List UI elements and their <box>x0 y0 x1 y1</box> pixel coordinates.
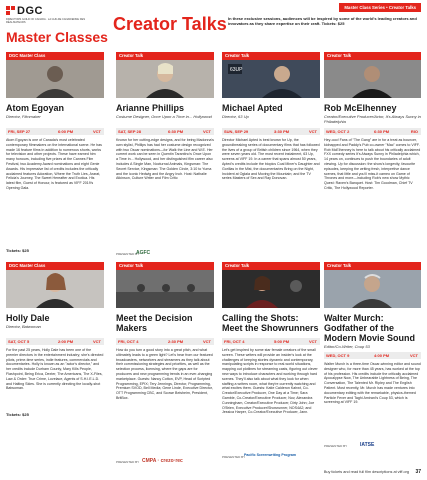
event-time: 6:30 PM <box>374 129 390 134</box>
presented-by-label: PRESENTED BY <box>116 252 140 256</box>
event-card-walter-murch <box>324 262 421 462</box>
presented-by-label: PRESENTED BY <box>116 460 140 464</box>
card-tag: DGC Master Class <box>6 52 104 60</box>
event-venue: VCT <box>410 353 418 358</box>
event-date: SAT, SEP 28 <box>118 129 141 134</box>
sponsor-logo-iatse: IATSE <box>360 442 375 448</box>
presented-by-label: PRESENTED BY <box>324 444 348 448</box>
footer-text: Buy tickets and read full film descriptions at viff.org <box>323 470 409 474</box>
portrait-photo <box>6 60 104 98</box>
svg-text:63UP: 63UP <box>230 67 243 73</box>
portrait-photo <box>324 270 421 308</box>
event-image <box>222 270 320 308</box>
ticket-price: Tickets: $25 <box>6 248 29 253</box>
sponsor-logo-pacific-screenwriting: Pacific Screenwriting Program <box>244 453 297 457</box>
portrait-photo <box>116 60 214 98</box>
presented-by-label: PRESENTED BY <box>222 455 246 459</box>
event-venue: VCT <box>309 129 317 134</box>
event-date: FRI, OCT 4 <box>224 339 245 344</box>
event-date: SUN, SEP 29 <box>224 129 249 134</box>
event-venue: VCT <box>93 339 101 344</box>
portrait-image <box>116 60 214 98</box>
page-header <box>0 0 427 46</box>
event-time: 3:30 PM <box>274 129 290 134</box>
event-venue: VCT <box>203 339 211 344</box>
page-number: 37 <box>415 469 421 475</box>
portrait-image <box>222 60 320 98</box>
person-role: Director, Filmmaker <box>6 114 41 119</box>
event-date: SAT, OCT 5 <box>8 339 30 344</box>
portrait-photo <box>6 270 104 308</box>
event-venue: VCT <box>309 339 317 344</box>
dgc-logo <box>6 5 86 28</box>
event-description: Known for her cutting-edge designs, and for being Madonna's own stylist, Phillips has had her costume design recognized with two Oscar nominations—for Walk the Line and W.E. Her current work can be seen in Quentin Tarantino's Once Upon a Time in... Hollywood, and her distinguished film career also includes A Single Man, Nocturnal Animals, Kingsman: The Secret Service, Kingsman: The Golden Circle, 3:10 to Yuma and the iconic Hedwig and the Angry Inch. Host: Nathalie Atkinson, Culture Writer and Film Critic <box>116 138 214 181</box>
person-role: Costume Designer, Once Upon a Time in... Hollywood <box>116 114 212 119</box>
person-name: Atom Egoyan <box>6 103 65 113</box>
sponsor-logo-agfc: AGFC <box>136 250 151 256</box>
logo-text: DGC <box>17 5 43 17</box>
logo-subtitle: DIRECTORS GUILD OF CANADA · LA GUILDE CANADIENNE DES RÉALISATEURS <box>6 18 86 24</box>
event-description: Atom Egoyan is one of Canada's most celebrated contemporary filmmakers on the international scene. He has made 16 feature films in addition to numerous shorts, works for television and other projects. These have earned him many honours, including five prizes at the Cannes Film Festival, two Academy Award nominations and eight Genie Awards. His impressive list of credits includes the critically acclaimed features Adoration, Where the Truth Lies, Ararat, Felicia's Journey, The Sweet Hereafter and Exotica. His latest film, Guest of Honour, is featured as VIFF 2019's Opening Gala. <box>6 138 102 190</box>
event-time: 6:00 PM <box>58 129 74 134</box>
event-meta <box>324 352 421 359</box>
event-description: Director Michael Apted is best known for Up, the groundbreaking series of documentary films that has followed the lives of a group of British children since 1964, when they were seven years old. The most recent instalment, 63 Up, screens at VIFF 19. In a career that spans almost 50 years, Apted's credits include the biopics Coal Miner's Daughter and Gorillas in the Mist, the documentaries Bring on the Night, Incident at Oglala and Moving the Mountain; and the TV series Masters of Sex and Ray Donovan. <box>222 138 320 181</box>
card-tag: Creator Talk <box>222 52 320 60</box>
card-tag: Creator Talk <box>324 52 421 60</box>
event-meta <box>6 338 104 345</box>
event-title: Meet the Decision Makers <box>116 313 193 333</box>
card-tag: Creator Talk <box>324 262 421 270</box>
event-card-michael-apted <box>222 52 320 252</box>
portrait-image <box>6 270 104 308</box>
person-name: Walter Murch: Godfather of the Modern Movie Sound <box>324 313 415 343</box>
event-card-decision-makers <box>116 262 214 462</box>
event-time: 2:00 PM <box>58 339 74 344</box>
event-time: 2:30 PM <box>168 339 184 344</box>
event-description: For the past 25 years, Holly Dale has been one of the premier directors in the entertainment industry; she's directed pilots, prime-time series, indie features, commercials and documentaries. Holly is known as an "actor's director," and her credits include Durham County, Mary Kills People, Flashpoint, Being Erica, Dexter, The Americans, The X-Files, Law & Order: True Crime, Lovelace, Agents of S.H.I.E.L.D. and Halting Skies. She is currently directing the locally-shot Batwoman. <box>6 348 104 391</box>
event-description: How do you turn a good story into a great pitch, and what ultimately leads to a green light? Let's hear from our featured broadcasters, networkers and streamers as they talk about their commissioning strategies and priorities, as well as the selection process, licensing, where the gaps are for producers and new programming trends in an ever-changing marketplace. Guests: Nancy Cotton, EVP, Head of Scripted Programming, EPIX; Tery Jennings, Director, Programming, Premium SVOD, Bell Media; Gene Linde, Executive Director, OTT Programming CBC, and Scowe Beisheim, President, BritBox. <box>116 348 213 400</box>
event-date: WED, OCT 9 <box>326 353 350 358</box>
portrait-photo <box>324 60 421 98</box>
event-date: WED, OCT 2 <box>326 129 350 134</box>
event-title: Calling the Shots: Meet the Showrunners <box>222 313 319 333</box>
person-name: Michael Apted <box>222 103 283 113</box>
portrait-image <box>324 270 421 308</box>
person-role: Director, Batwoman <box>6 324 41 329</box>
event-card-arianne-phillips <box>116 52 214 256</box>
event-description: Let's get inspired by some star female creators of the small screen. These writers will provide an insider's look at the challenges of keeping stories dynamic and contemporary, manipulating scripts in response to real-world situations, mapping out plotlines for streaming casts, figuring out clever new ways to introduce characters and working through hard scenes. They'll also talk about what they look for when staffing a writers room, what they're currently watching and what excites them. Guests: Katie Calderon Kahwt, Co-Creator/Executive Producer, One Day at a Time; Sara Gamble, Co-Creator/Executive Producer, Nov, Alexandra Cunningham, Creator/Executive Producer, Dirty John; Joe O'Brien, Executive Producer/Showrunner, NOS4A2; and Jessica Harper, Co-Creator/Executive Producer, Jann. <box>222 348 318 415</box>
event-description: Hey-ooo! Fans of "The Gang" are in for a treat as bouncer, kidnapped and Paddy's Pub co-owner "Mac" comes to VIFF. Rob McElhenney is here to talk about his critically acclaimed FXX comedy series It's Always Sunny in Philadelphia which, 14 years on, continues to push the boundaries of adult viewing. Up for discussion: the show's longevity, favourite episodes, keeping the writing fresh, interpretive dance scenes, that little and you'll miss-it cameo on Game of Thrones and more—including Rob's new show Mythic Quest: Raven's Banquet. Host: Tim Goodman, Chief TV Critic, The Hollywood Reporter. <box>324 138 421 190</box>
event-venue: RIO <box>410 129 418 134</box>
creator-talks-title: Creator Talks <box>113 14 227 34</box>
person-role: Creator/Executive Producer/Actor, It's Always Sunny in Philadelphia <box>324 114 421 124</box>
event-venue: VCT <box>93 129 101 134</box>
event-time: 4:00 PM <box>374 353 390 358</box>
event-time: 6:30 PM <box>168 129 184 134</box>
event-image <box>116 270 214 308</box>
event-meta <box>6 128 104 135</box>
event-card-rob-mcelhenney <box>324 52 421 252</box>
portrait-image <box>324 60 421 98</box>
series-banner: Master Class Series • Creator Talks <box>339 3 421 12</box>
card-tag: Creator Talk <box>222 262 320 270</box>
event-meta <box>222 338 320 345</box>
person-name: Arianne Phillips <box>116 103 185 113</box>
event-meta <box>324 128 421 135</box>
event-card-atom-egoyan <box>6 52 104 252</box>
event-photo <box>222 270 320 308</box>
event-date: FRI, OCT 4 <box>118 339 139 344</box>
event-meta <box>116 338 214 345</box>
page-footer <box>0 468 427 480</box>
card-tag: Creator Talk <box>116 262 214 270</box>
event-card-holly-dale <box>6 262 104 462</box>
person-name: Rob McElhenney <box>324 103 397 113</box>
master-classes-title: Master Classes <box>6 29 108 45</box>
intro-text: In these exclusive sessions, audiences will be inspired by some of the world's leading creators and innovators as they share expertise on their craft. Tickets: $25 <box>228 16 417 26</box>
event-meta <box>222 128 320 135</box>
event-meta <box>116 128 214 135</box>
portrait-photo <box>222 60 320 98</box>
event-photo <box>116 270 214 308</box>
person-role: Director, 63 Up <box>222 114 249 119</box>
person-name: Holly Dale <box>6 313 50 323</box>
ticket-price: Tickets: $25 <box>6 412 29 417</box>
dgc-logo-mark <box>6 6 16 16</box>
event-time: 5:00 PM <box>274 339 290 344</box>
card-tag: Creator Talk <box>116 52 214 60</box>
sponsor-logo-cmpa: CMPA · crezo·rec <box>142 458 183 464</box>
event-date: FRI, SEP 27 <box>8 129 31 134</box>
person-role: Editor/Co-Writer, Coup 53 <box>324 344 370 349</box>
portrait-image <box>6 60 104 98</box>
event-description: Walter Murch is a three-time Oscar-winning editor and sound designer who, for more than 45 years, has worked at the top of his profession. His credits include the critically acclaimed Apocalypse Now, The Unbearable Lightness of Being, The Conversation, The Talented Mr. Ripley and The English Patient. Most recently, Mr. Murch has made ventures into documentary editing with the remarkable, physics-themed Particle Fever and Taghi Amirani's Coup 53, which is screening at VIFF 19. <box>324 362 421 405</box>
event-venue: VCT <box>203 129 211 134</box>
event-card-showrunners <box>222 262 320 462</box>
card-tag: DGC Master Class <box>6 262 104 270</box>
